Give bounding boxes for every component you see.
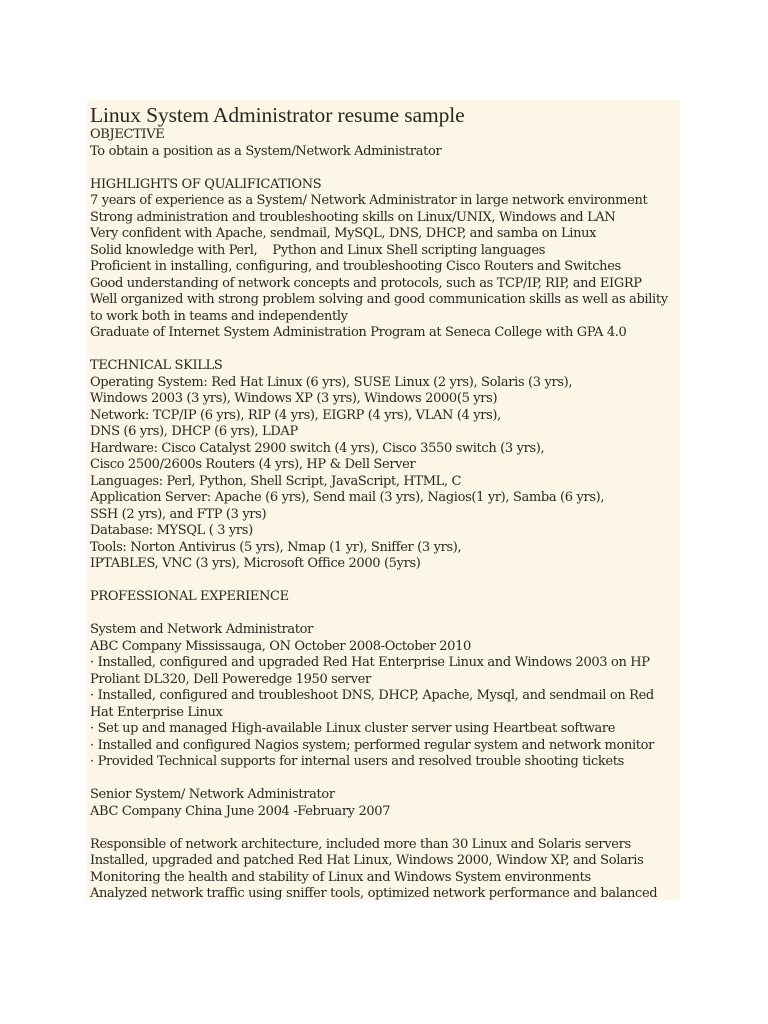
- job-duty: · Installed, configured and troubleshoot DNS, DHCP, Apache, Mysql, and sendmail on Red: [90, 688, 654, 703]
- skill-line: Cisco 2500/2600s Routers (4 yrs), HP & Dell Server: [90, 457, 416, 472]
- job-duty: Proliant DL320, Dell Poweredge 1950 server: [90, 671, 371, 687]
- job-duty: Analyzed network traffic using sniffer tools, optimized network performance and balanced: [90, 886, 658, 901]
- document-page: [87, 100, 680, 900]
- job-duty: Monitoring the health and stability of Linux and Windows System environments: [90, 869, 591, 885]
- skill-line: Hardware: Cisco Catalyst 2900 switch (4 yrs), Cisco 3550 switch (3 yrs),: [90, 440, 545, 456]
- highlight-item: Well organized with strong problem solving and good communication skills as well as ability: [90, 292, 668, 307]
- experience-heading: PROFESSIONAL EXPERIENCE: [90, 589, 289, 604]
- job-duty: · Set up and managed High-available Linux cluster server using Heartbeat software: [90, 721, 616, 736]
- highlights-heading: HIGHLIGHTS OF QUALIFICATIONS: [90, 176, 322, 192]
- job-role: Senior System/ Network Administrator: [90, 787, 335, 802]
- section-gap: [90, 606, 680, 623]
- resume-content: [90, 104, 680, 903]
- highlight-item: Solid knowledge with Perl, Python and Linux Shell scripting languages: [90, 242, 546, 258]
- highlight-item: Graduate of Internet System Administration Program at Seneca College with GPA 4.0: [90, 325, 627, 340]
- skill-line: Application Server: Apache (6 yrs), Send mail (3 yrs), Nagios(1 yr), Samba (6 yrs),: [90, 490, 605, 505]
- skill-line: Windows 2003 (3 yrs), Windows XP (3 yrs), Windows 2000(5 yrs): [90, 391, 498, 406]
- highlight-item: to work both in teams and independently: [90, 308, 348, 324]
- skill-line: SSH (2 yrs), and FTP (3 yrs): [90, 506, 267, 522]
- skill-line: Operating System: Red Hat Linux (6 yrs), SUSE Linux (2 yrs), Solaris (3 yrs),: [90, 374, 573, 390]
- highlight-item: Good understanding of network concepts and protocols, such as TCP/IP, RIP, and EIGRP: [90, 275, 642, 291]
- objective-text: To obtain a position as a System/Network Administrator: [90, 143, 442, 159]
- highlight-item: 7 years of experience as a System/ Network Administrator in large network environment: [90, 193, 648, 208]
- job-company: ABC Company China June 2004 -February 2007: [90, 803, 391, 819]
- objective-heading: OBJECTIVE: [90, 127, 165, 142]
- job-duty: · Installed and configured Nagios system; performed regular system and network monitor: [90, 737, 655, 753]
- job-duty: Hat Enterprise Linux: [90, 704, 223, 720]
- skill-line: Database: MYSQL ( 3 yrs): [90, 523, 253, 538]
- job-duty: Responsible of network architecture, included more than 30 Linux and Solaris servers: [90, 836, 631, 852]
- skill-line: DNS (6 yrs), DHCP (6 yrs), LDAP: [90, 424, 298, 439]
- section-gap: [90, 160, 680, 177]
- job-role: System and Network Administrator: [90, 622, 313, 637]
- skill-line: IPTABLES, VNC (3 yrs), Microsoft Office 2000 (5yrs): [90, 556, 421, 571]
- job-duty: · Installed, configured and upgraded Red Hat Enterprise Linux and Windows 2003 on HP: [90, 655, 650, 670]
- highlight-item: Strong administration and troubleshooting skills on Linux/UNIX, Windows and LAN: [90, 209, 616, 225]
- section-gap: [90, 573, 680, 590]
- section-gap: [90, 820, 680, 837]
- skill-line: Languages: Perl, Python, Shell Script, JavaScript, HTML, C: [90, 473, 462, 489]
- job-duty: · Provided Technical supports for internal users and resolved trouble shooting tickets: [90, 754, 624, 769]
- job-duty: Installed, upgraded and patched Red Hat Linux, Windows 2000, Window XP, and Solaris: [90, 853, 644, 868]
- section-gap: [90, 771, 680, 788]
- document-title: Linux System Administrator resume sample: [90, 103, 465, 127]
- highlight-item: Proficient in installing, configuring, and troubleshooting Cisco Routers and Switches: [90, 259, 621, 274]
- job-company: ABC Company Mississauga, ON October 2008-October 2010: [90, 638, 471, 654]
- skill-line: Network: TCP/IP (6 yrs), RIP (4 yrs), EIGRP (4 yrs), VLAN (4 yrs),: [90, 407, 501, 423]
- section-gap: [90, 342, 680, 359]
- skill-line: Tools: Norton Antivirus (5 yrs), Nmap (1 yr), Sniffer (3 yrs),: [90, 539, 462, 555]
- highlight-item: Very confident with Apache, sendmail, MySQL, DNS, DHCP, and samba on Linux: [90, 226, 597, 241]
- technical-heading: TECHNICAL SKILLS: [90, 358, 223, 373]
